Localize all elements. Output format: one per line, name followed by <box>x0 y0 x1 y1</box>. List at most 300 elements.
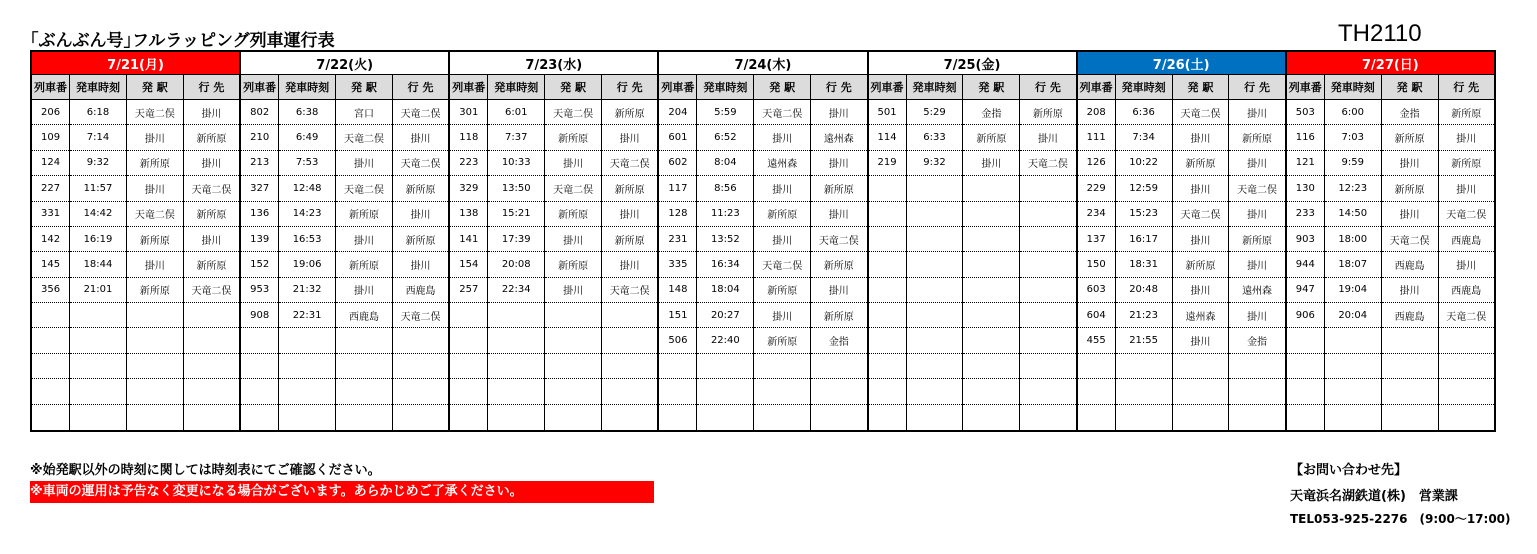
table-cell <box>70 404 127 431</box>
table-cell: 944 <box>1286 252 1325 277</box>
table-cell: 新所原 <box>392 176 449 201</box>
table-cell <box>31 328 70 353</box>
table-cell <box>963 379 1020 404</box>
table-cell <box>488 379 545 404</box>
column-header: 発車時刻 <box>1115 75 1172 100</box>
table-cell <box>1115 379 1172 404</box>
table-cell <box>602 303 659 328</box>
table-cell: 掛川 <box>1172 176 1229 201</box>
table-cell: 602 <box>658 150 697 175</box>
table-cell: 新所原 <box>545 125 602 150</box>
table-cell: 136 <box>240 201 279 226</box>
table-cell <box>545 404 602 431</box>
document-code: TH2110 <box>1338 20 1422 47</box>
table-cell: 234 <box>1077 201 1116 226</box>
column-header: 発 駅 <box>126 75 183 100</box>
table-cell <box>183 328 240 353</box>
table-cell: 掛川 <box>1172 125 1229 150</box>
table-cell: 新所原 <box>1381 125 1438 150</box>
table-row <box>31 226 1495 251</box>
table-cell: 21:32 <box>279 277 336 302</box>
table-cell: 947 <box>1286 277 1325 302</box>
table-cell <box>392 404 449 431</box>
table-cell: 19:06 <box>279 252 336 277</box>
table-cell <box>126 353 183 378</box>
table-cell: 西鹿島 <box>1381 303 1438 328</box>
table-cell: 141 <box>449 226 488 251</box>
table-cell: 掛川 <box>811 100 868 125</box>
table-cell <box>1438 328 1495 353</box>
table-cell <box>811 353 868 378</box>
table-cell: 西鹿島 <box>392 277 449 302</box>
table-cell: 掛川 <box>1438 125 1495 150</box>
table-cell: 金指 <box>963 100 1020 125</box>
table-cell: 11:23 <box>697 201 754 226</box>
table-cell: 掛川 <box>754 125 811 150</box>
table-cell: 257 <box>449 277 488 302</box>
table-cell: 506 <box>658 328 697 353</box>
table-cell: 802 <box>240 100 279 125</box>
table-cell <box>1077 379 1116 404</box>
table-cell <box>868 404 907 431</box>
table-cell: 22:40 <box>697 328 754 353</box>
table-cell: 128 <box>658 201 697 226</box>
table-cell: 7:14 <box>70 125 127 150</box>
table-cell: 掛川 <box>1381 150 1438 175</box>
table-cell <box>240 379 279 404</box>
table-cell: 掛川 <box>392 201 449 226</box>
table-cell: 天竜二俣 <box>602 277 659 302</box>
contact-org: 天竜浜名湖鉄道(株) 営業課 <box>1290 489 1458 504</box>
table-cell: 新所原 <box>1172 252 1229 277</box>
table-cell: 新所原 <box>126 226 183 251</box>
table-cell: 17:39 <box>488 226 545 251</box>
table-cell: 掛川 <box>602 201 659 226</box>
table-cell: 掛川 <box>963 150 1020 175</box>
day-header-row <box>31 51 1495 75</box>
day-header: 7/24(木) <box>658 51 867 75</box>
column-header: 列車番 <box>658 75 697 100</box>
table-cell: 145 <box>31 252 70 277</box>
table-cell: 新所原 <box>602 176 659 201</box>
table-cell: 掛川 <box>754 226 811 251</box>
table-cell <box>963 252 1020 277</box>
table-cell: 掛川 <box>1172 328 1229 353</box>
table-cell <box>868 379 907 404</box>
table-cell <box>963 404 1020 431</box>
table-cell <box>906 404 963 431</box>
table-cell: 遠州森 <box>1229 277 1286 302</box>
table-cell <box>279 328 336 353</box>
table-cell <box>963 226 1020 251</box>
table-cell <box>279 404 336 431</box>
table-cell <box>1324 379 1381 404</box>
table-cell <box>1438 379 1495 404</box>
table-cell <box>70 353 127 378</box>
table-row <box>31 125 1495 150</box>
table-cell: 6:18 <box>70 100 127 125</box>
table-cell <box>1020 303 1077 328</box>
table-cell: 14:50 <box>1324 201 1381 226</box>
table-cell: 501 <box>868 100 907 125</box>
table-cell: 金指 <box>811 328 868 353</box>
table-cell: 新所原 <box>754 201 811 226</box>
column-header: 発 駅 <box>545 75 602 100</box>
table-cell <box>449 404 488 431</box>
contact-heading: 【お問い合わせ先】 <box>1290 463 1408 478</box>
table-cell <box>1172 404 1229 431</box>
table-cell: 新所原 <box>183 252 240 277</box>
table-cell: 21:55 <box>1115 328 1172 353</box>
table-cell <box>126 404 183 431</box>
table-cell: 掛川 <box>811 150 868 175</box>
column-header: 発 駅 <box>1172 75 1229 100</box>
table-cell <box>240 328 279 353</box>
table-cell: 139 <box>240 226 279 251</box>
table-cell <box>70 379 127 404</box>
table-cell <box>697 353 754 378</box>
table-cell: 掛川 <box>126 125 183 150</box>
table-cell: 906 <box>1286 303 1325 328</box>
table-cell: 601 <box>658 125 697 150</box>
table-cell <box>1229 353 1286 378</box>
table-cell: 10:33 <box>488 150 545 175</box>
table-cell <box>336 404 393 431</box>
table-cell: 208 <box>1077 100 1116 125</box>
table-cell: 22:34 <box>488 277 545 302</box>
table-cell: 335 <box>658 252 697 277</box>
table-cell: 遠州森 <box>754 150 811 175</box>
table-cell: 154 <box>449 252 488 277</box>
table-cell: 天竜二俣 <box>392 100 449 125</box>
table-cell <box>658 404 697 431</box>
table-cell <box>183 404 240 431</box>
column-header: 発 駅 <box>963 75 1020 100</box>
table-cell <box>1324 328 1381 353</box>
table-cell: 329 <box>449 176 488 201</box>
day-header: 7/21(月) <box>31 51 240 75</box>
table-row <box>31 328 1495 353</box>
table-cell <box>392 379 449 404</box>
table-cell: 14:23 <box>279 201 336 226</box>
table-cell <box>1115 353 1172 378</box>
table-row <box>31 150 1495 175</box>
table-cell: 掛川 <box>1020 125 1077 150</box>
table-cell: 18:44 <box>70 252 127 277</box>
table-cell <box>488 303 545 328</box>
table-cell: 宮口 <box>336 100 393 125</box>
table-cell: 603 <box>1077 277 1116 302</box>
table-cell: 新所原 <box>545 252 602 277</box>
table-cell: 22:31 <box>279 303 336 328</box>
table-cell <box>1020 328 1077 353</box>
column-header: 発 駅 <box>754 75 811 100</box>
table-cell: 掛川 <box>1381 201 1438 226</box>
table-cell: 新所原 <box>1438 100 1495 125</box>
table-cell: 604 <box>1077 303 1116 328</box>
table-cell <box>31 303 70 328</box>
table-cell <box>545 353 602 378</box>
table-cell <box>449 353 488 378</box>
table-cell <box>658 353 697 378</box>
table-cell <box>906 277 963 302</box>
table-cell <box>963 201 1020 226</box>
table-cell: 掛川 <box>1229 150 1286 175</box>
table-cell <box>963 176 1020 201</box>
table-cell <box>1438 404 1495 431</box>
table-cell: 114 <box>868 125 907 150</box>
table-cell <box>868 353 907 378</box>
column-header: 発車時刻 <box>488 75 545 100</box>
table-cell <box>906 379 963 404</box>
table-cell: 西鹿島 <box>336 303 393 328</box>
table-cell <box>602 379 659 404</box>
table-cell <box>811 404 868 431</box>
table-cell <box>868 176 907 201</box>
table-row <box>31 100 1495 125</box>
table-cell: 142 <box>31 226 70 251</box>
table-cell: 掛川 <box>336 150 393 175</box>
table-cell <box>1381 328 1438 353</box>
table-cell <box>336 328 393 353</box>
table-cell: 130 <box>1286 176 1325 201</box>
table-cell: 掛川 <box>183 150 240 175</box>
table-cell <box>449 379 488 404</box>
column-header: 行 先 <box>183 75 240 100</box>
table-cell: 天竜二俣 <box>126 201 183 226</box>
table-cell <box>449 303 488 328</box>
table-cell: 18:31 <box>1115 252 1172 277</box>
table-cell: 229 <box>1077 176 1116 201</box>
table-cell: 掛川 <box>1229 303 1286 328</box>
table-cell: 金指 <box>1381 100 1438 125</box>
table-row <box>31 353 1495 378</box>
table-cell: 掛川 <box>1229 100 1286 125</box>
table-cell: 天竜二俣 <box>545 100 602 125</box>
column-header: 列車番 <box>1077 75 1116 100</box>
table-cell: 天竜二俣 <box>336 125 393 150</box>
table-cell: 掛川 <box>183 100 240 125</box>
table-cell: 227 <box>31 176 70 201</box>
table-cell: 12:59 <box>1115 176 1172 201</box>
table-cell: 223 <box>449 150 488 175</box>
table-cell: 天竜二俣 <box>1381 226 1438 251</box>
column-header: 発車時刻 <box>697 75 754 100</box>
table-cell: 掛川 <box>1229 201 1286 226</box>
table-cell: 15:21 <box>488 201 545 226</box>
note-timetable: ※始発駅以外の時刻に関しては時刻表にてご確認ください。 <box>30 463 381 478</box>
table-cell: 新所原 <box>1381 176 1438 201</box>
table-cell <box>70 303 127 328</box>
table-cell <box>906 176 963 201</box>
table-cell: 117 <box>658 176 697 201</box>
table-cell: 掛川 <box>1381 277 1438 302</box>
table-cell: 20:08 <box>488 252 545 277</box>
table-cell <box>963 277 1020 302</box>
table-cell <box>754 353 811 378</box>
day-header: 7/25(金) <box>868 51 1077 75</box>
table-cell: 109 <box>31 125 70 150</box>
table-row <box>31 303 1495 328</box>
table-cell <box>1286 353 1325 378</box>
table-cell <box>183 353 240 378</box>
table-cell: 西鹿島 <box>1438 277 1495 302</box>
table-cell <box>906 328 963 353</box>
note-change-warning: ※車両の運用は予告なく変更になる場合がございます。あらかじめご了承ください。 <box>30 481 654 503</box>
table-cell <box>336 353 393 378</box>
table-cell: 18:04 <box>697 277 754 302</box>
table-cell: 新所原 <box>183 125 240 150</box>
table-cell: 6:00 <box>1324 100 1381 125</box>
table-cell: 遠州森 <box>811 125 868 150</box>
table-cell: 新所原 <box>602 226 659 251</box>
column-header: 列車番 <box>240 75 279 100</box>
table-cell <box>906 201 963 226</box>
table-cell <box>658 379 697 404</box>
column-header: 行 先 <box>1438 75 1495 100</box>
table-cell <box>811 379 868 404</box>
table-cell: 掛川 <box>392 125 449 150</box>
table-cell <box>1020 379 1077 404</box>
table-cell: 新所原 <box>1229 226 1286 251</box>
table-cell <box>1229 379 1286 404</box>
table-cell: 7:34 <box>1115 125 1172 150</box>
table-cell: 908 <box>240 303 279 328</box>
table-cell <box>754 379 811 404</box>
table-cell: 天竜二俣 <box>392 150 449 175</box>
table-cell: 新所原 <box>183 201 240 226</box>
table-cell: 19:04 <box>1324 277 1381 302</box>
column-header: 列車番 <box>31 75 70 100</box>
column-header: 発 駅 <box>336 75 393 100</box>
table-cell <box>279 353 336 378</box>
day-header: 7/22(火) <box>240 51 449 75</box>
table-cell: 新所原 <box>1438 150 1495 175</box>
table-cell: 10:22 <box>1115 150 1172 175</box>
table-cell: 5:29 <box>906 100 963 125</box>
table-cell: 7:03 <box>1324 125 1381 150</box>
column-header: 発車時刻 <box>906 75 963 100</box>
table-cell: 新所原 <box>126 150 183 175</box>
table-cell: 6:33 <box>906 125 963 150</box>
table-cell: 天竜二俣 <box>545 176 602 201</box>
table-cell: 西鹿島 <box>1381 252 1438 277</box>
column-header: 発車時刻 <box>70 75 127 100</box>
table-cell: 148 <box>658 277 697 302</box>
table-cell <box>1381 353 1438 378</box>
table-cell: 118 <box>449 125 488 150</box>
table-cell <box>1115 404 1172 431</box>
table-cell: 126 <box>1077 150 1116 175</box>
table-cell: 掛川 <box>183 226 240 251</box>
table-row <box>31 277 1495 302</box>
table-cell: 掛川 <box>1438 176 1495 201</box>
table-cell: 21:23 <box>1115 303 1172 328</box>
table-cell: 210 <box>240 125 279 150</box>
table-cell: 138 <box>449 201 488 226</box>
table-cell <box>1381 379 1438 404</box>
table-cell: 天竜二俣 <box>336 176 393 201</box>
column-header: 列車番 <box>1286 75 1325 100</box>
table-cell: 116 <box>1286 125 1325 150</box>
column-header: 行 先 <box>811 75 868 100</box>
contact-tel: TEL053-925-2276 (9:00～17:00) <box>1290 512 1511 526</box>
table-cell: 掛川 <box>811 201 868 226</box>
table-cell: 152 <box>240 252 279 277</box>
table-cell: 9:32 <box>70 150 127 175</box>
table-cell <box>240 404 279 431</box>
table-cell: 356 <box>31 277 70 302</box>
table-cell <box>906 353 963 378</box>
table-cell: 天竜二俣 <box>1438 201 1495 226</box>
table-cell: 新所原 <box>336 201 393 226</box>
table-cell: 掛川 <box>126 176 183 201</box>
table-cell: 6:01 <box>488 100 545 125</box>
table-cell: 天竜二俣 <box>1229 176 1286 201</box>
table-cell: 掛川 <box>1172 226 1229 251</box>
table-cell: 掛川 <box>1229 252 1286 277</box>
table-cell <box>868 226 907 251</box>
table-cell: 天竜二俣 <box>811 226 868 251</box>
table-cell <box>545 328 602 353</box>
table-cell: 20:27 <box>697 303 754 328</box>
table-cell: 16:34 <box>697 252 754 277</box>
table-cell: 331 <box>31 201 70 226</box>
table-cell: 新所原 <box>811 303 868 328</box>
table-cell: 111 <box>1077 125 1116 150</box>
table-cell: 8:56 <box>697 176 754 201</box>
table-cell: 21:01 <box>70 277 127 302</box>
column-header-row <box>31 75 1495 100</box>
table-cell <box>868 252 907 277</box>
table-cell <box>1020 226 1077 251</box>
table-cell <box>126 379 183 404</box>
table-cell: 新所原 <box>602 100 659 125</box>
table-row <box>31 252 1495 277</box>
table-cell: 天竜二俣 <box>754 252 811 277</box>
table-cell: 16:19 <box>70 226 127 251</box>
table-cell <box>1324 404 1381 431</box>
table-cell: 掛川 <box>392 252 449 277</box>
table-cell: 18:00 <box>1324 226 1381 251</box>
table-cell <box>868 201 907 226</box>
table-cell <box>1020 277 1077 302</box>
table-cell <box>602 328 659 353</box>
timetable <box>30 50 1496 432</box>
table-cell: 掛川 <box>602 252 659 277</box>
table-cell: 天竜二俣 <box>754 100 811 125</box>
table-cell <box>697 404 754 431</box>
table-cell <box>963 353 1020 378</box>
table-cell <box>449 328 488 353</box>
table-cell: 16:17 <box>1115 226 1172 251</box>
table-cell: 新所原 <box>126 277 183 302</box>
table-cell: 13:50 <box>488 176 545 201</box>
table-cell: 天竜二俣 <box>1172 100 1229 125</box>
table-cell: 18:07 <box>1324 252 1381 277</box>
column-header: 行 先 <box>1229 75 1286 100</box>
table-cell <box>126 303 183 328</box>
table-cell: 903 <box>1286 226 1325 251</box>
table-cell: 新所原 <box>811 252 868 277</box>
table-cell: 327 <box>240 176 279 201</box>
table-cell <box>868 328 907 353</box>
table-cell: 15:23 <box>1115 201 1172 226</box>
table-cell: 233 <box>1286 201 1325 226</box>
table-cell: 掛川 <box>336 226 393 251</box>
table-cell: 20:48 <box>1115 277 1172 302</box>
table-cell <box>1286 379 1325 404</box>
